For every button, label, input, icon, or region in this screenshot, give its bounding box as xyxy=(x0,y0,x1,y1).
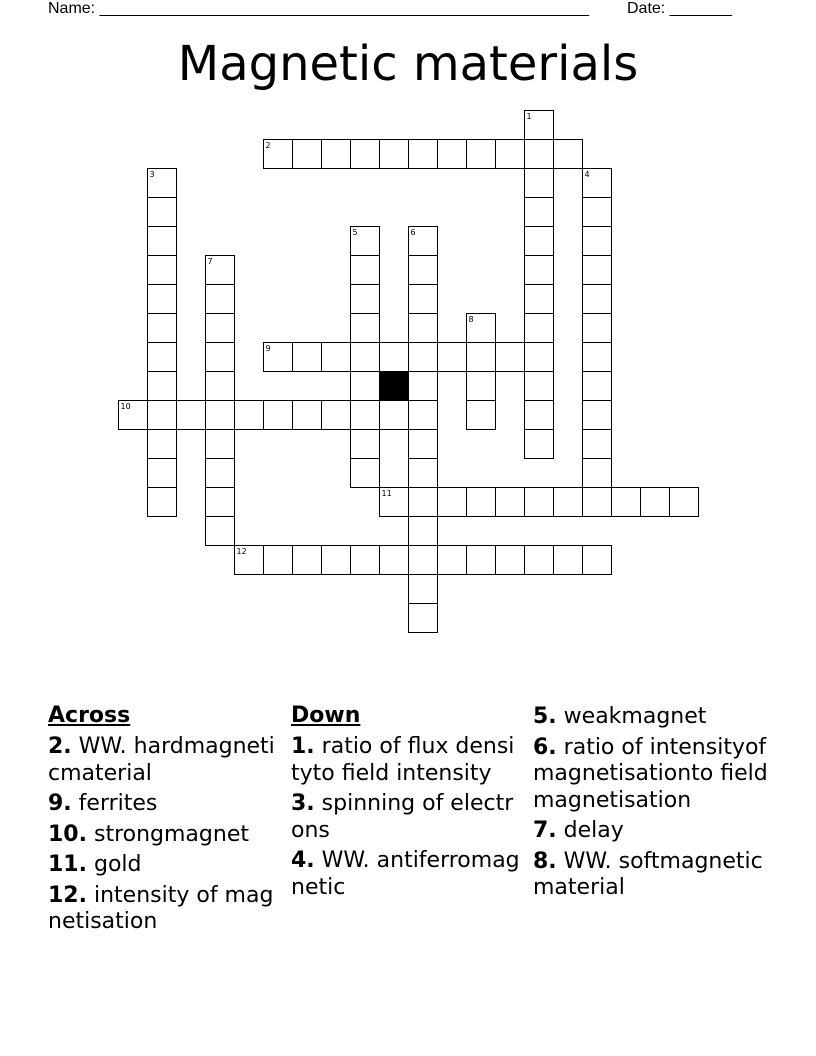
grid-cell[interactable] xyxy=(496,343,525,372)
grid-cell[interactable] xyxy=(467,546,496,575)
grid-cell[interactable] xyxy=(148,198,177,227)
grid-cell[interactable] xyxy=(496,488,525,517)
clue-text: ratio of flux densityto field intensity xyxy=(291,734,515,786)
across-clue xyxy=(48,852,280,879)
grid-cell[interactable] xyxy=(148,430,177,459)
clue-number: 6. xyxy=(533,734,557,760)
grid-cell[interactable] xyxy=(409,575,438,604)
down-clue xyxy=(533,735,768,815)
cell-number: 9 xyxy=(265,344,271,353)
grid-cell[interactable] xyxy=(409,459,438,488)
clue-text: delay xyxy=(563,818,624,843)
clue-number: 10. xyxy=(48,821,87,847)
grid-cell[interactable] xyxy=(583,285,612,314)
grid-cell[interactable] xyxy=(293,401,322,430)
grid-cell[interactable] xyxy=(351,343,380,372)
grid-cell[interactable] xyxy=(670,488,699,517)
cell-number: 1 xyxy=(526,112,532,121)
grid-cell[interactable] xyxy=(206,488,235,517)
grid-cell[interactable] xyxy=(264,401,293,430)
grid-cell[interactable] xyxy=(206,517,235,546)
grid-cell[interactable] xyxy=(525,140,554,169)
grid-cell[interactable] xyxy=(409,256,438,285)
grid-cell[interactable] xyxy=(583,546,612,575)
grid-cell[interactable] xyxy=(351,372,380,401)
grid-cell[interactable] xyxy=(148,372,177,401)
grid-cell[interactable] xyxy=(148,285,177,314)
clue-number: 3. xyxy=(291,791,315,816)
clue-text: intensity of magnetisation xyxy=(48,882,274,934)
cell-number: 4 xyxy=(584,170,590,179)
grid-cell[interactable] xyxy=(380,546,409,575)
grid-cell[interactable] xyxy=(583,198,612,227)
grid-cell[interactable] xyxy=(554,140,583,169)
grid-cell[interactable] xyxy=(351,430,380,459)
grid-cell[interactable] xyxy=(438,343,467,372)
cell-number: 7 xyxy=(207,257,213,266)
grid-cell[interactable] xyxy=(351,314,380,343)
grid-cell[interactable] xyxy=(583,343,612,372)
grid-cell[interactable] xyxy=(148,227,177,256)
clue-number: 8. xyxy=(533,848,557,874)
grid-cell[interactable] xyxy=(351,546,380,575)
grid-cell[interactable] xyxy=(148,314,177,343)
cell-number: 6 xyxy=(410,228,416,237)
grid-cell[interactable] xyxy=(409,314,438,343)
grid-cell[interactable] xyxy=(293,343,322,372)
grid-cell[interactable] xyxy=(206,372,235,401)
grid-cell[interactable] xyxy=(525,401,554,430)
grid-cell[interactable] xyxy=(467,488,496,517)
grid-cell[interactable] xyxy=(322,546,351,575)
grid-cell[interactable] xyxy=(293,546,322,575)
grid-cell[interactable] xyxy=(235,401,264,430)
date-field-label[interactable]: Date: _______ xyxy=(627,0,732,17)
cell-number: 5 xyxy=(352,228,358,237)
grid-cell[interactable] xyxy=(148,459,177,488)
grid-cell[interactable] xyxy=(525,488,554,517)
down-heading: Down xyxy=(291,703,361,728)
cell-number: 3 xyxy=(149,170,155,179)
grid-cell[interactable] xyxy=(148,488,177,517)
grid-cell[interactable] xyxy=(409,430,438,459)
grid-block xyxy=(380,372,409,401)
grid-cell[interactable] xyxy=(322,343,351,372)
cell-number: 2 xyxy=(265,141,271,150)
grid-cell[interactable] xyxy=(206,430,235,459)
grid-cell[interactable] xyxy=(525,314,554,343)
clue-number: 12. xyxy=(48,882,87,908)
clue-text: WW. softmagneticmaterial xyxy=(533,848,763,900)
grid-cell[interactable] xyxy=(496,140,525,169)
grid-cell[interactable] xyxy=(525,227,554,256)
grid-cell[interactable] xyxy=(351,256,380,285)
across-clue xyxy=(48,791,280,818)
grid-cell[interactable] xyxy=(583,227,612,256)
cell-number: 12 xyxy=(236,547,247,556)
grid-cell[interactable] xyxy=(525,372,554,401)
grid-cell[interactable] xyxy=(409,140,438,169)
grid-cell[interactable] xyxy=(525,430,554,459)
clue-text: WW. hardmagneticmaterial xyxy=(48,734,275,786)
cell-number: 11 xyxy=(381,489,392,498)
clue-number: 9. xyxy=(48,791,72,816)
grid-cell[interactable] xyxy=(641,488,670,517)
down-clue xyxy=(533,818,768,845)
across-clue xyxy=(48,734,280,787)
grid-cell[interactable] xyxy=(322,140,351,169)
grid-cell[interactable] xyxy=(467,372,496,401)
clue-number: 11. xyxy=(48,852,87,877)
grid-cell[interactable] xyxy=(206,401,235,430)
clue-text: gold xyxy=(93,852,142,877)
grid-cell[interactable] xyxy=(409,488,438,517)
grid-cell[interactable] xyxy=(583,488,612,517)
grid-cell[interactable] xyxy=(264,546,293,575)
grid-cell[interactable] xyxy=(322,401,351,430)
clue-number: 1. xyxy=(291,734,315,759)
down-clue xyxy=(291,791,523,844)
grid-cell[interactable] xyxy=(612,488,641,517)
name-field-label[interactable]: Name: _______________________________________________________ xyxy=(48,0,589,17)
grid-cell[interactable] xyxy=(148,256,177,285)
grid-cell[interactable] xyxy=(583,430,612,459)
grid-cell[interactable] xyxy=(380,140,409,169)
grid-cell[interactable] xyxy=(409,401,438,430)
grid-cell[interactable] xyxy=(380,401,409,430)
grid-cell[interactable] xyxy=(525,169,554,198)
grid-cell[interactable] xyxy=(467,401,496,430)
grid-cell[interactable] xyxy=(467,343,496,372)
across-clue xyxy=(48,822,280,849)
grid-cell[interactable] xyxy=(496,546,525,575)
grid-cell[interactable] xyxy=(525,546,554,575)
grid-cell[interactable] xyxy=(525,198,554,227)
clue-number: 5. xyxy=(533,704,557,729)
grid-cell[interactable] xyxy=(351,401,380,430)
grid-cell[interactable] xyxy=(438,488,467,517)
clue-text: ratio of intensityof magnetisationto field magnetisation xyxy=(533,734,768,813)
page-title: Magnetic materials xyxy=(177,36,639,92)
grid-cell[interactable] xyxy=(554,488,583,517)
grid-cell[interactable] xyxy=(380,343,409,372)
down-clue xyxy=(291,734,523,787)
grid-cell[interactable] xyxy=(177,401,206,430)
down-clues-continued xyxy=(533,704,768,906)
down-clue xyxy=(291,848,523,901)
clue-text: strongmagnet xyxy=(93,821,249,847)
grid-cell[interactable] xyxy=(583,459,612,488)
grid-cell[interactable] xyxy=(148,401,177,430)
clue-number: 4. xyxy=(291,848,315,873)
down-clues xyxy=(291,702,523,905)
down-clue xyxy=(533,704,768,731)
across-clues xyxy=(48,702,280,940)
clue-text: spinning of electrons xyxy=(291,791,514,843)
grid-cell[interactable] xyxy=(525,285,554,314)
clue-text: weakmagnet xyxy=(563,704,707,729)
across-heading: Across xyxy=(48,703,131,728)
cell-number: 8 xyxy=(468,315,474,324)
grid-cell[interactable] xyxy=(438,140,467,169)
grid-cell[interactable] xyxy=(351,140,380,169)
grid-cell[interactable] xyxy=(409,604,438,633)
grid-cell[interactable] xyxy=(351,459,380,488)
grid-cell[interactable] xyxy=(293,140,322,169)
grid-cell[interactable] xyxy=(583,256,612,285)
grid-cell[interactable] xyxy=(467,140,496,169)
grid-cell[interactable] xyxy=(351,285,380,314)
grid-cell[interactable] xyxy=(525,343,554,372)
grid-cell[interactable] xyxy=(409,285,438,314)
grid-cell[interactable] xyxy=(148,343,177,372)
cell-number: 10 xyxy=(120,402,131,411)
grid-cell[interactable] xyxy=(583,401,612,430)
grid-cell[interactable] xyxy=(525,256,554,285)
grid-cell[interactable] xyxy=(206,343,235,372)
clue-number: 7. xyxy=(533,818,557,843)
clue-number: 2. xyxy=(48,734,72,759)
grid-cell[interactable] xyxy=(409,372,438,401)
grid-cell[interactable] xyxy=(583,372,612,401)
grid-cell[interactable] xyxy=(583,314,612,343)
grid-cell[interactable] xyxy=(206,459,235,488)
grid-cell[interactable] xyxy=(409,546,438,575)
grid-cell[interactable] xyxy=(409,343,438,372)
clue-text: ferrites xyxy=(78,791,158,816)
grid-cell[interactable] xyxy=(206,314,235,343)
grid-cell[interactable] xyxy=(409,517,438,546)
grid-cell[interactable] xyxy=(438,546,467,575)
down-clue xyxy=(533,849,768,902)
grid-cell[interactable] xyxy=(206,285,235,314)
grid-cell[interactable] xyxy=(554,546,583,575)
clue-text: WW. antiferromagnetic xyxy=(291,848,520,900)
across-clue xyxy=(48,883,280,936)
